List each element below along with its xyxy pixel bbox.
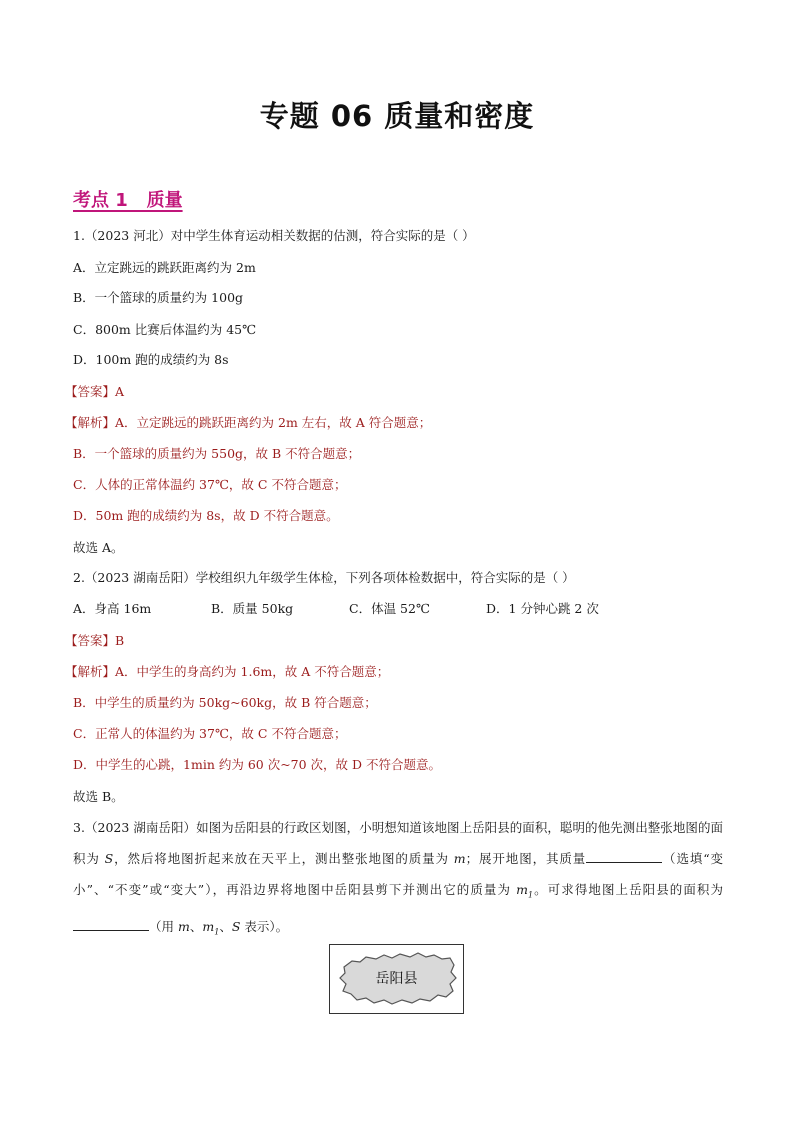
q1-answer-value: A xyxy=(115,384,125,399)
q3-text xyxy=(73,812,723,947)
q2-analysis-tag: 【解析】 xyxy=(65,664,116,679)
q3-var-m1-sub: 1 xyxy=(527,890,534,900)
q1-answer-tag: 【答案】 xyxy=(65,384,116,399)
q3-blank-2[interactable] xyxy=(73,916,149,931)
q3-sep1: 、 xyxy=(189,918,203,934)
q3-part7: 表示）。 xyxy=(240,918,289,934)
q3-part5: 。可求得地图上岳阳县的面积为 xyxy=(533,882,723,897)
q3-sep2: 、 xyxy=(219,918,232,934)
q3-use-m: m xyxy=(177,918,190,934)
q3-part6: （用 xyxy=(149,918,178,934)
page-title: 专题 06 质量和密度 xyxy=(259,99,535,133)
q1-analysis-line: A．立定跳远的跳跃距离约为 2m 左右，故 A 符合题意； xyxy=(115,415,432,430)
q2-stem: 2.（2023 湖南岳阳）学校组织九年级学生体检，下列各项体检数据中，符合实际的是（ ） xyxy=(73,570,575,585)
q2-analysis-a xyxy=(65,664,389,680)
q1-option-a: A．立定跳远的跳跃距离约为 2m xyxy=(73,260,256,275)
q1-option-d: D．100m 跑的成绩约为 8s xyxy=(73,352,229,367)
q1-option-b: B．一个篮球的质量约为 100g xyxy=(73,290,244,305)
q1-analysis-d: D．50m 跑的成绩约为 8s，故 D 不符合题意。 xyxy=(73,508,339,523)
q3-blank-1[interactable] xyxy=(586,848,662,863)
q3-var-s: S xyxy=(104,851,114,866)
map-figure xyxy=(329,944,464,1014)
q2-option-b: B．质量 50kg xyxy=(211,601,294,616)
q1-stem: 1.（2023 河北）对中学生体育运动相关数据的估测，符合实际的是（ ） xyxy=(73,228,475,243)
q2-conclusion: 故选 B。 xyxy=(73,789,124,804)
q1-analysis-b: B．一个篮球的质量约为 550g，故 B 不符合题意； xyxy=(73,446,361,461)
q1-analysis-c: C．人体的正常体温约 37℃，故 C 不符合题意； xyxy=(73,477,347,492)
q2-option-d: D．1 分钟心跳 2 次 xyxy=(486,601,599,616)
q1-answer xyxy=(65,384,124,400)
q2-analysis-b: B．中学生的质量约为 50kg~60kg，故 B 符合题意； xyxy=(73,695,377,710)
q3-part1: 3.（2023 湖南岳阳）如图为岳阳县的行政区划图，小明想知道该地图上岳阳县的面积，聪明的他先测出整张地图的面积为 xyxy=(73,820,723,866)
q2-analysis-d: D．中学生的心跳，1min 约为 60 次~70 次，故 D 不符合题意。 xyxy=(73,757,442,772)
q3-part2: ，然后将地图折起来放在天平上，测出整张地图的质量为 xyxy=(113,851,454,866)
q3-var-m: m xyxy=(453,851,466,866)
q1-option-c: C．800m 比赛后体温约为 45℃ xyxy=(73,322,257,337)
q3-part3: ；展开地图，其质量 xyxy=(465,851,587,866)
q3-part4: （选填“变小”、“不变”或“变大”），再沿边界将地图中岳阳县剪下并测出它的质量为 xyxy=(73,851,723,897)
map-label: 岳阳县 xyxy=(375,971,418,987)
q3-var-m1: m xyxy=(516,882,528,897)
section-heading: 考点 1 质量 xyxy=(73,190,183,211)
q1-analysis-a xyxy=(65,415,431,431)
q3-use-s: S xyxy=(231,918,241,934)
q3-use-m1-sub: 1 xyxy=(214,927,220,936)
q1-conclusion: 故选 A。 xyxy=(73,540,124,555)
q2-analysis-c: C．正常人的体温约为 37℃，故 C 不符合题意； xyxy=(73,726,347,741)
q2-answer xyxy=(65,633,124,649)
q2-analysis-line: A．中学生的身高约为 1.6m，故 A 不符合题意； xyxy=(115,664,390,679)
q2-answer-tag: 【答案】 xyxy=(65,633,116,648)
q2-option-c: C．体温 52℃ xyxy=(349,601,430,616)
q3-use-m1: m xyxy=(202,918,215,934)
q1-analysis-tag: 【解析】 xyxy=(65,415,116,430)
q2-option-a: A．身高 16m xyxy=(73,601,152,616)
q2-answer-value: B xyxy=(115,633,125,648)
